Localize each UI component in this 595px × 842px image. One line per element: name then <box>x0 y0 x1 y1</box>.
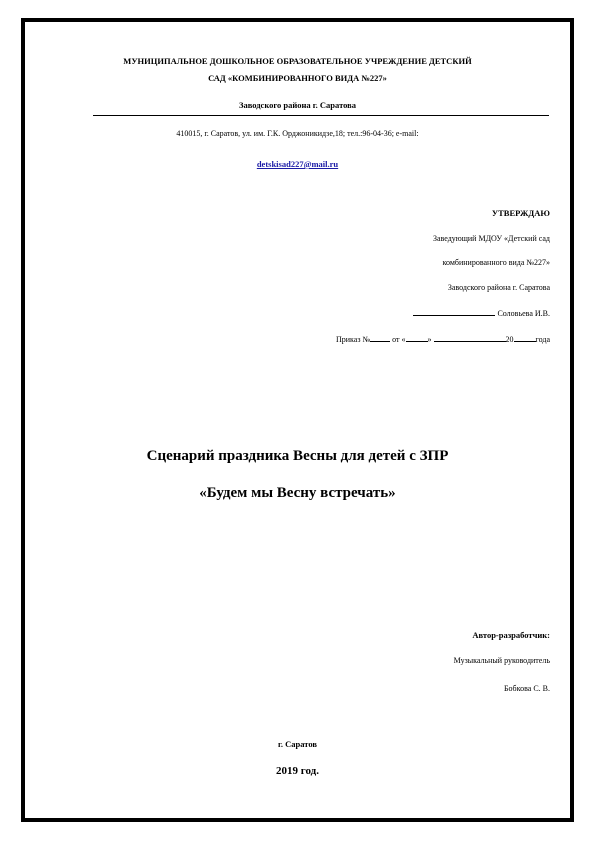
header-divider <box>93 115 549 116</box>
org-name-line1: МУНИЦИПАЛЬНОЕ ДОШКОЛЬНОЕ ОБРАЗОВАТЕЛЬНОЕ УЧРЕЖДЕНИЕ ДЕТСКИЙ <box>123 56 472 66</box>
order-number-blank <box>370 333 390 342</box>
org-address: 410015, г. Саратов, ул. им. Г.К. Орджоникидзе,18; тел.:96-04-36; e-mail: <box>176 129 419 138</box>
author-heading: Автор-разработчик: <box>472 630 550 640</box>
signer-name: Соловьева И.В. <box>497 309 550 318</box>
order-close: » <box>427 335 432 344</box>
order-month-blank <box>434 333 506 342</box>
org-name-line2: САД «КОМБИНИРОВАННОГО ВИДА №227» <box>208 73 387 83</box>
order-year-blank <box>514 333 536 342</box>
order-line <box>336 333 550 344</box>
order-from: от « <box>392 335 406 344</box>
order-year: 20 <box>505 335 514 344</box>
email-link[interactable]: detskisad227@mail.ru <box>256 159 339 169</box>
approval-line1: Заведующий МДОУ «Детский сад <box>432 234 550 243</box>
approval-line2: комбинированного вида №227» <box>442 258 550 267</box>
document-subtitle: «Будем мы Весну встречать» <box>199 485 396 501</box>
approval-line3: Заводского района г. Саратова <box>447 283 550 292</box>
order-suffix: года <box>535 335 550 344</box>
order-day-blank <box>406 333 428 342</box>
page-border <box>21 18 574 822</box>
approval-heading: УТВЕРЖДАЮ <box>491 208 550 218</box>
signature-line <box>413 307 550 318</box>
author-name: Бобкова С. В. <box>503 684 550 693</box>
email-row <box>0 154 595 172</box>
signature-blank <box>413 307 495 316</box>
author-role: Музыкальный руководитель <box>453 656 550 665</box>
document-title: Сценарий праздника Весны для детей с ЗПР <box>146 448 449 464</box>
footer-city: г. Саратов <box>278 739 317 749</box>
org-district: Заводского района г. Саратова <box>238 100 357 110</box>
footer-year: 2019 год. <box>276 765 319 777</box>
order-prefix: Приказ № <box>335 335 371 344</box>
